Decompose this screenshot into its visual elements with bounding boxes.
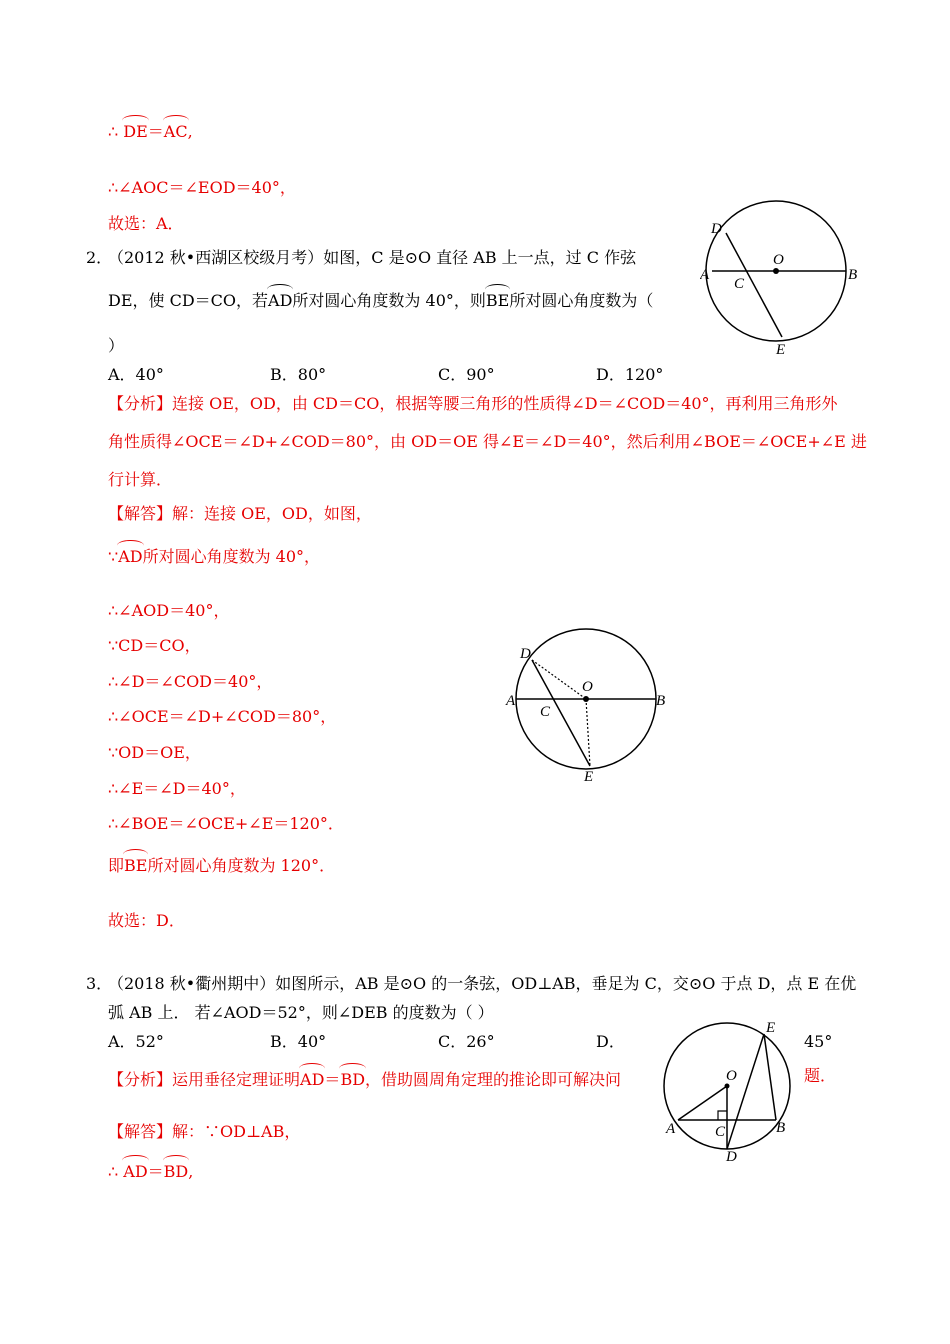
label-b: B [776,1120,786,1136]
analysis-tag: 【分析】 [108,1070,173,1089]
step-angle-aoc: ∴∠AOC＝∠EOD＝40°， [108,178,296,197]
question-2-number: 2． [86,248,113,267]
question-3-number: 3． [86,974,113,993]
analysis-tail: 题． [804,1066,837,1085]
question-2-line3: ） [108,336,125,355]
choice-line: 故选：A． [108,214,184,233]
question-3-line2: 弧 AB 上． 若∠AOD＝52°，则∠DEB 的度数为（ ） [108,1003,494,1022]
label-o: O [726,1068,737,1084]
label-c: C [734,276,745,292]
step-line: ∴∠E＝∠D＝40°， [108,779,246,798]
analysis-tag: 【分析】 [108,394,173,413]
analysis-line2: 角性质得∠OCE＝∠D+∠COD＝80°，由 OD＝OE 得∠E＝∠D＝40°，然后利用∠BOE＝∠OCE+∠E 进 [108,432,867,451]
arc-de: DE [123,118,148,142]
answer-line2: ∴ AD＝BD, [108,1158,193,1182]
segment-ed [727,1034,764,1149]
label-d: D [520,646,531,662]
answer-line1: 【解答】解：∵OD⊥AB， [108,1122,301,1141]
option-d-value: 45° [804,1032,833,1051]
label-e: E [766,1020,776,1036]
figure-q2-solution [500,625,675,785]
segment-oe [586,699,590,766]
option-a: A．40° [108,365,164,384]
answer-line2: ∵AD所对圆心角度数为 40°， [108,543,320,567]
step-line: ∴∠BOE＝∠OCE+∠E＝120°． [108,814,344,833]
label-c: C [540,704,551,720]
center-point [583,696,589,702]
label-b: B [848,267,858,283]
option-c: C．90° [438,365,495,384]
step-line: ∵CD＝CO， [108,636,201,655]
arc-bd: BD [164,1158,189,1182]
center-point [725,1084,730,1089]
analysis-line3: 行计算． [108,470,173,489]
label-o: O [582,679,593,695]
option-b: B．80° [270,365,327,384]
label-d: D [711,221,722,237]
step-line: ∴∠AOD＝40°， [108,601,230,620]
label-e: E [584,769,594,785]
analysis-line1: 【分析】连接 OE，OD，由 CD＝CO，根据等腰三角形的性质得∠D＝∠COD＝40°，再利用三角形外 [108,394,838,413]
figure-q3 [660,1016,810,1166]
label-d: D [726,1149,737,1165]
answer-line1: 【解答】解：连接 OE，OD，如图， [108,504,372,523]
label-a: A [700,267,710,283]
label-a: A [666,1121,676,1137]
step-line: ∴∠D＝∠COD＝40°， [108,672,273,691]
label-e: E [776,342,786,358]
conclusion-line: 即BE所对圆心角度数为 120°． [108,852,335,876]
answer-tag: 【解答】 [108,504,173,523]
option-a: A．52° [108,1032,164,1051]
option-c: C．26° [438,1032,495,1051]
answer-tag: 【解答】 [108,1122,173,1141]
option-d: D．120° [596,365,664,384]
label-a: A [506,693,516,709]
arc-be: BE [124,852,147,876]
segment-oa [678,1086,727,1120]
figure-q2 [700,200,870,360]
label-c: C [715,1124,726,1140]
arc-be: BE [486,287,509,311]
segment-eb [764,1034,776,1120]
label-o: O [773,252,784,268]
question-2-line1: （2012 秋•西湖区校级月考）如图，C 是⊙O 直径 AB 上一点，过 C 作弦 [108,248,637,267]
question-2-line2: DE，使 CD＝CO，若AD所对圆心角度数为 40°，则BE所对圆心角度数为（ [108,287,653,311]
step-line: ∴∠OCE＝∠D+∠COD＝80°， [108,707,337,726]
step-line: ∵OD＝OE， [108,743,201,762]
segment-od [532,660,586,699]
analysis-line1: 【分析】运用垂径定理证明AD＝BD，借助圆周角定理的推论即可解决问 [108,1066,621,1090]
choice-line: 故选：D． [108,911,185,930]
right-angle-mark [718,1111,727,1120]
arc-ad: AD [123,1158,147,1182]
arc-ad: AD [300,1066,324,1090]
center-point [773,268,779,274]
label-b: B [656,693,666,709]
question-3-line1: （2018 秋•衢州期中）如图所示，AB 是⊙O 的一条弦，OD⊥AB，垂足为 C，交⊙O 于点 D，点 E 在优 [108,974,857,993]
arc-ad: AD [118,543,142,567]
option-b: B．40° [270,1032,327,1051]
option-d: D． [596,1032,625,1051]
arc-ad: AD [268,287,292,311]
arc-bd: BD [340,1066,365,1090]
therefore-symbol: ∴ [108,122,124,141]
arc-ac: AC [164,118,188,142]
step-arc-equal: ∴ DE＝AC, [108,118,193,142]
